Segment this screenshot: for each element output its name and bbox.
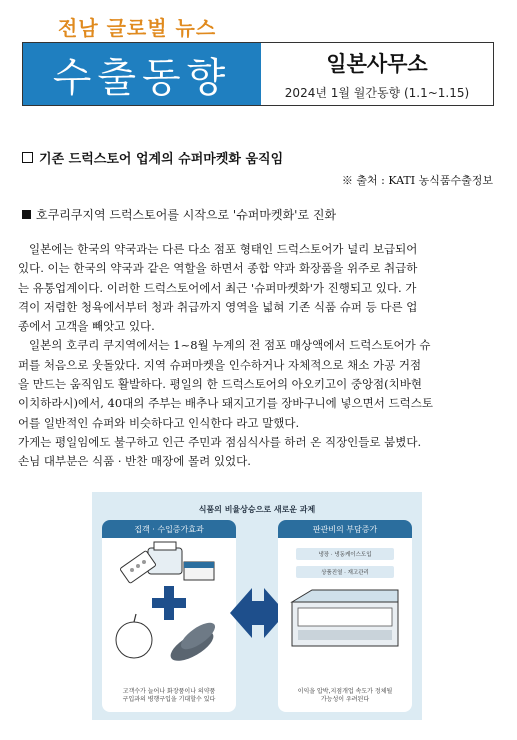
right-panel-caption (278, 688, 412, 704)
header-banner (22, 42, 494, 106)
banner-title: 수출동향 (23, 43, 261, 105)
banner-info (261, 43, 493, 105)
left-panel-head: 집객 · 수입증가효과 (102, 520, 236, 538)
article-source: ※ 출처 : KATI 농식품수출정보 (341, 174, 493, 187)
article-body (18, 240, 502, 472)
checkbox-icon (22, 152, 33, 163)
caption-line: 고객수가 늘어나 화장품이나 의약품 (122, 688, 216, 695)
body-line: 가게는 평일임에도 불구하고 인근 주민과 점심식사를 하러 온 직장인들로 붐볐다. (18, 434, 422, 449)
caption-line: 가능성이 우려된다 (320, 696, 370, 703)
right-item-2: 상품진열 · 재고관리 (296, 566, 394, 578)
caption-line: 이익을 압박,지점개업 속도가 정체될 (297, 688, 393, 695)
groceries-illustration (102, 540, 236, 670)
infographic (92, 492, 422, 720)
body-line: 퍼를 처음으로 웃돌았다. 지역 슈퍼마켓을 인수하거나 자체적으로 채소 가공 거점 (18, 357, 422, 372)
body-line: 있다. 이는 한국의 약국과 같은 역할을 하면서 종합 약과 화장품을 위주로 취급하 (18, 261, 418, 276)
brand-title: 전남 글로벌 뉴스 (58, 16, 217, 40)
body-line: 는 유통업계이다. 이러한 드럭스토어에서 최근 '슈퍼마켓화'가 진행되고 있다. 가 (18, 280, 417, 295)
left-panel (102, 520, 236, 712)
display-fridge-illustration (278, 584, 412, 664)
article-subhead (22, 206, 336, 223)
body-line: 격이 저렴한 청육에서부터 청과 취급까지 영역을 넓혀 기존 식품 슈퍼 등 다른 업 (18, 299, 418, 314)
box-icon (184, 562, 214, 580)
body-line: 손님 대부분은 식품 · 반찬 매장에 몰려 있었다. (18, 454, 251, 469)
right-panel-head: 판관비의 부담증가 (278, 520, 412, 538)
infographic-title: 식품의 비율상승으로 새로운 과제 (198, 505, 316, 514)
bullet-square-icon (22, 210, 31, 219)
article-title (22, 148, 283, 167)
paragraph-3 (18, 433, 502, 472)
issue-date: 2024년 1월 월간동향 (1.1~1.15) (284, 85, 470, 100)
body-line: 일본에는 한국의 약국과는 다른 다소 점포 형태인 드럭스토어가 널리 보급되어 (29, 242, 418, 256)
apple-icon (116, 614, 152, 658)
paragraph-1 (18, 240, 502, 336)
body-line: 어를 일반적인 슈퍼와 비슷하다고 인식한다 라고 말했다. (18, 415, 300, 430)
article-title-text: 기존 드럭스토어 업계의 슈퍼마켓화 움직임 (39, 152, 284, 167)
office-name: 일본사무소 (326, 51, 428, 76)
plus-icon (152, 586, 186, 620)
paragraph-2 (18, 336, 502, 432)
eggplant-icon (166, 618, 219, 667)
right-item-1: 냉장 · 냉동케이스도입 (296, 548, 394, 560)
subhead-text: 호쿠리쿠지역 드럭스토어를 시작으로 '슈퍼마켓화'로 진화 (36, 208, 337, 222)
body-line: 을 만드는 움직임도 활발하다. 평일의 한 드럭스토어의 아오키고이 중앙점(치바현 (18, 377, 422, 392)
body-line: 종에서 고객을 빼앗고 있다. (18, 319, 155, 334)
medicine-bottle-icon (148, 542, 182, 574)
left-panel-caption (102, 688, 236, 704)
body-line: 이치하라시)에서, 40대의 주부는 배추나 돼지고기를 장바구니에 넣으면서 드럭스토 (18, 396, 433, 411)
caption-line: 구입과의 병행구입을 기대할수 있다 (122, 696, 216, 703)
right-panel (278, 520, 412, 712)
body-line: 일본의 호쿠리 쿠지역에서는 1~8월 누계의 전 점포 매상액에서 드럭스토어가 슈 (29, 338, 431, 353)
